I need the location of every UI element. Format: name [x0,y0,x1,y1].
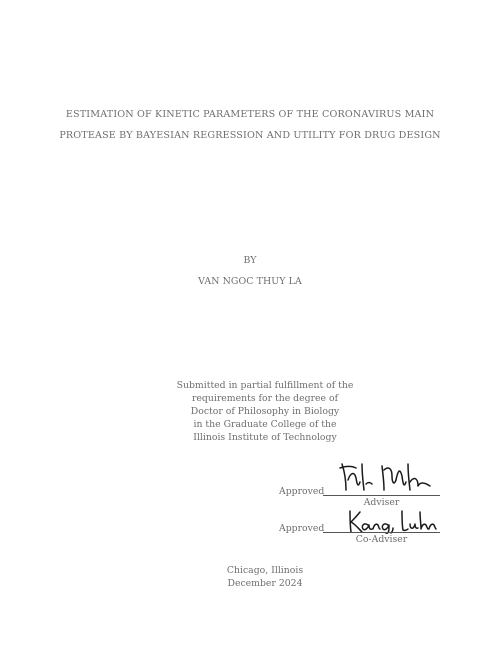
adviser-signature [336,460,436,494]
co-adviser-signature [346,508,438,534]
adviser-signature-line [323,495,440,496]
approved-label: Approved [279,486,325,497]
thesis-title-line-2: PROTEASE BY BAYESIAN REGRESSION AND UTILITY FOR DRUG DESIGN [59,130,441,141]
co-adviser-signature-line [323,532,440,533]
approved-label: Approved [279,523,325,534]
submission-line-4: in the Graduate College of the [193,419,337,430]
thesis-title-line-1: ESTIMATION OF KINETIC PARAMETERS OF THE CORONAVIRUS MAIN [65,109,435,120]
by-label: BY [243,255,257,266]
submission-line-1: Submitted in partial fulfillment of the [176,380,354,391]
submission-date: December 2024 [227,578,303,589]
author-name: VAN NGOC THUY LA [198,276,302,287]
location: Chicago, Illinois [226,565,304,576]
submission-line-2: requirements for the degree of [191,393,339,404]
submission-line-3: Doctor of Philosophy in Biology [190,406,340,417]
co-adviser-role-label: Co-Adviser [355,534,408,545]
submission-line-5: Illinois Institute of Technology [193,432,337,443]
adviser-role-label: Adviser [363,497,400,508]
